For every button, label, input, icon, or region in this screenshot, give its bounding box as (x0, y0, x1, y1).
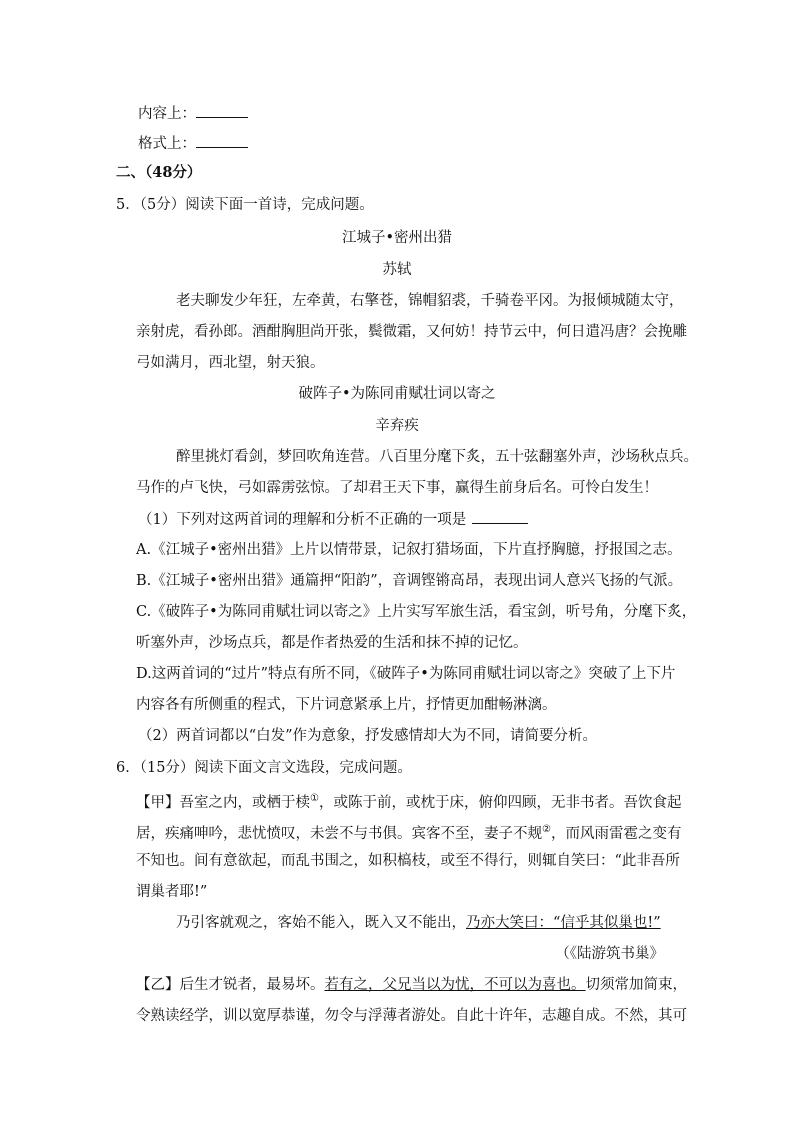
option-d-cont: 内容各有所侧重的程式，下片词意紧承上片，抒情更加酣畅淋漓。 (136, 697, 557, 713)
poem1-line: 弓如满月，西北望，射天狼。 (136, 355, 325, 371)
q6-stem: 6．（15分）阅读下面文言文选段，完成问题。 (116, 760, 412, 776)
content-answer-line (138, 103, 248, 124)
yi-text: 【乙】后生才锐者，最易坏。 (136, 977, 325, 993)
q5-stem: 5．（5分）阅读下面一首诗，完成问题。 (116, 197, 374, 213)
poem1-author: 苏轼 (382, 262, 412, 278)
q5-sub1-blank[interactable] (472, 509, 528, 524)
option-c-cont: 听塞外声，沙场点兵，都是作者热爱的生活和抹不掉的记忆。 (136, 635, 528, 651)
poem2-author: 辛弃疾 (375, 418, 419, 434)
q5-sub1-text: （1）下列对这两首词的理解和分析不正确的一项是 (138, 512, 467, 528)
content-blank[interactable] (196, 103, 248, 118)
jia-line (136, 820, 681, 844)
poem1-line: 老夫聊发少年狂，左牵黄，右擎苍，锦帽貂裘，千骑卷平冈。为报倾城随太守， (176, 293, 684, 309)
jia-text: 乃引客就观之，客始不能入，既入又不能出， (176, 915, 466, 931)
format-label: 格式上： (138, 136, 196, 152)
format-blank[interactable] (196, 133, 248, 148)
poem2-line: 醉里挑灯看剑，梦回吹角连营。八百里分麾下炙，五十弦翻塞外声，沙场秋点兵。 (176, 449, 698, 465)
jia-line: 不知也。间有意欲起，而乱书围之，如积槁枝，或至不得行，则辄自笑曰：“此非吾所 (136, 853, 680, 869)
footnote-marker: ② (542, 824, 551, 835)
option-c: C.《破阵子•为陈同甫赋壮词以寄之》上片实写军旅生活，看宝剑，听号角，分麾下炙， (136, 604, 697, 620)
jia-text: ，而风雨雷雹之变有 (550, 825, 682, 842)
poem1-line: 亲射虎，看孙郎。酒酣胸胆尚开张，鬓微霜，又何妨！持节云中，何日遣冯唐？会挽雕 (136, 324, 687, 340)
poem1-title: 江城子•密州出猎 (341, 230, 453, 246)
jia-text: 【甲】吾室之内，或栖于椟 (136, 794, 310, 811)
format-answer-line (138, 133, 248, 154)
option-b: B.《江城子•密州出猎》通篇押“阳韵”，音调铿锵高昂，表现出词人意兴飞扬的气派。 (136, 573, 683, 589)
jia-source: （《陆游筑书巢》 (555, 946, 664, 962)
yi-text: 切须常加简束， (585, 977, 687, 993)
option-d: D.这两首词的“过片”特点有所不同，《破阵子•为陈同甫赋壮词以寄之》突破了上下片 (136, 666, 676, 682)
footnote-marker: ① (310, 793, 319, 804)
poem2-line: 马作的卢飞快，弓如霹雳弦惊。了却君王天下事，赢得生前身后名。可怜白发生！ (136, 480, 658, 496)
yi-line (136, 975, 687, 995)
section-heading: 二、（48分） (116, 164, 202, 181)
poem2-title: 破阵子•为陈同甫赋壮词以寄之 (298, 386, 496, 402)
jia-text: 居，疾痛呻吟，悲忧愤叹，未尝不与书俱。宾客不至，妻子不觌 (136, 825, 542, 842)
jia-line (136, 789, 681, 813)
option-a: A.《江城子•密州出猎》上片以情带景，记叙打猎场面，下片直抒胸臆，抒报国之志。 (136, 542, 682, 558)
yi-underlined-sentence: 若有之，父兄当以为忧，不可以为喜也。 (324, 977, 586, 993)
q5-sub2: （2）两首词都以“白发”作为意象，抒发感情却大为不同，请简要分析。 (138, 728, 598, 744)
content-label: 内容上： (138, 106, 196, 122)
yi-line: 令熟读经学，训以宽厚恭谨，勿令与浮薄者游处。自此十许年，志趣自成。不然，其可 (136, 1008, 687, 1024)
jia-line: 谓巢者耶!” (136, 884, 208, 900)
jia-line (176, 913, 661, 933)
jia-text: ，或陈于前，或枕于床，俯仰四顾，无非书者。吾饮食起 (318, 794, 682, 811)
jia-underlined-sentence: 乃亦大笑曰：“信乎其似巢也!” (466, 915, 661, 931)
q5-sub1 (138, 509, 528, 530)
